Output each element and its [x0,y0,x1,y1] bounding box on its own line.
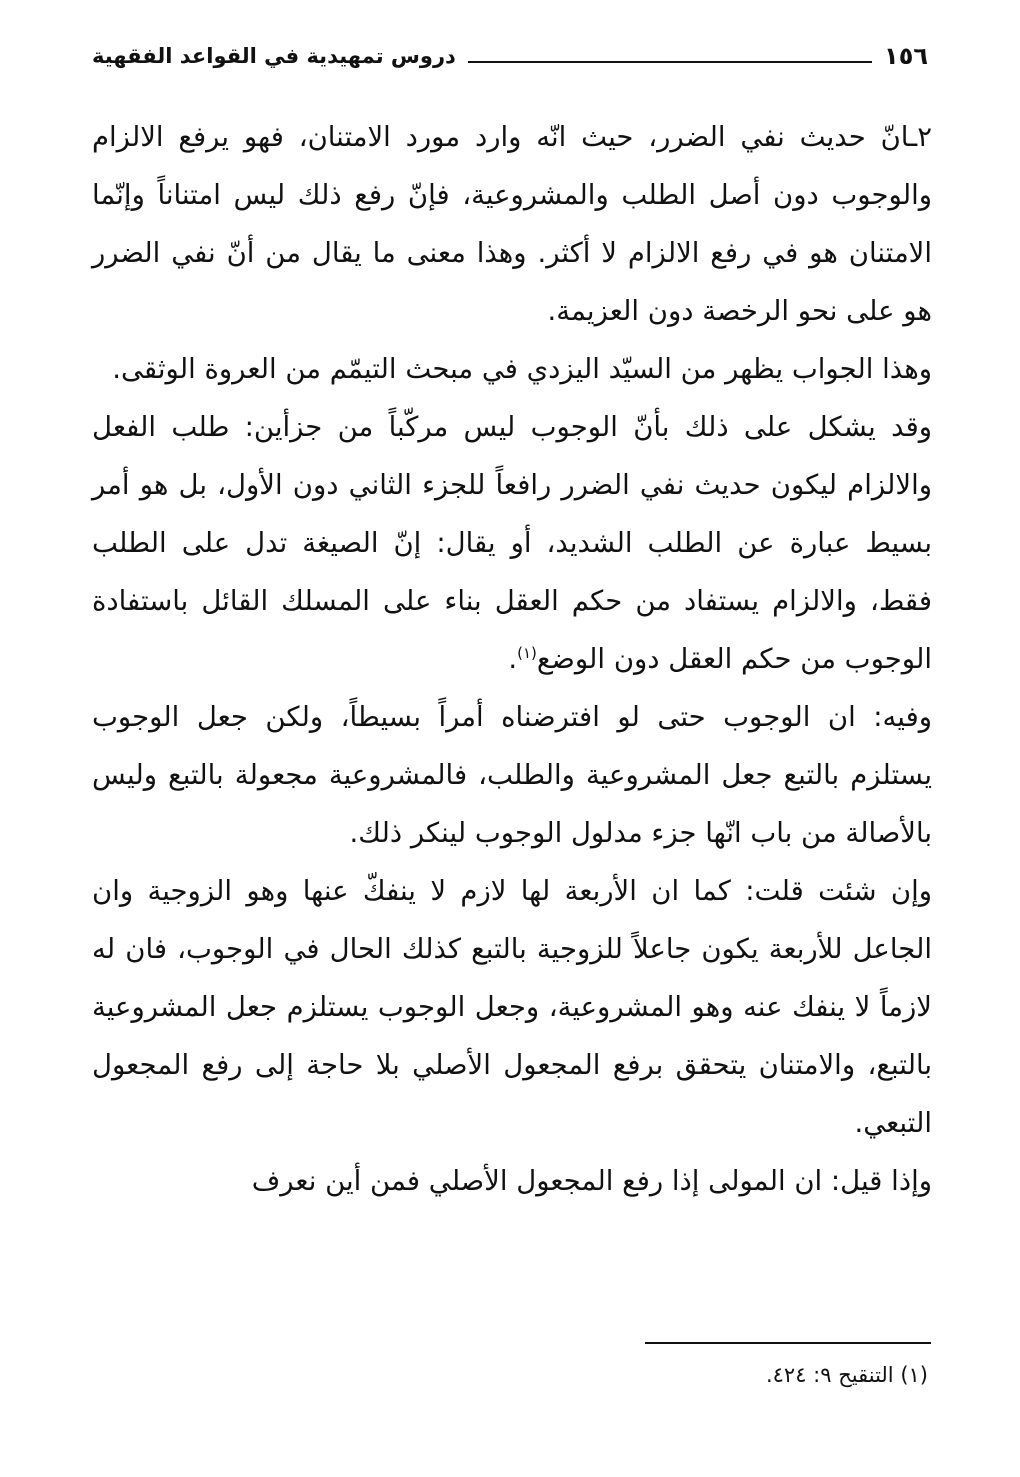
paragraph: وفيه: ان الوجوب حتى لو افترضناه أمراً بسيطاً، ولكن جعل الوجوب يستلزم بالتبع جعل المشروعية والطلب، فالمشروعية مجعولة بالتبع وليس بالأصالة من باب انّها جزء مدلول الوجوب لينكر ذلك. [92,701,932,849]
paragraph: ٢ـانّ حديث نفي الضرر، حيث انّه وارد مورد الامتنان، فهو يرفع الالزام والوجوب دون أصل الطلب والمشروعية، فإنّ رفع ذلك ليس امتناناً وإنّما الامتنان هو في رفع الالزام لا أكثر. وهذا معنى ما يقال من أنّ نفي الضرر هو على نحو الرخصة دون العزيمة. [92,121,932,327]
page-header [92,38,928,74]
paragraph: وإن شئت قلت: كما ان الأربعة لها لازم لا ينفكّ عنها وهو الزوجية وان الجاعل للأربعة يكون جاعلاً للزوجية بالتبع كذلك الحال في الوجوب، فان له لازماً لا ينفك عنه وهو المشروعية، وجعل الوجوب يستلزم جعل المشروعية بالتبع، والامتنان يتحقق برفع المجعول الأصلي بلا حاجة إلى رفع المجعول التبعي. [92,875,932,1139]
paragraph [92,398,932,688]
page-number: ١٥٦ [884,42,928,70]
footnote-reference[interactable]: (١) [517,643,537,662]
paragraph: وإذا قيل: ان المولى إذا رفع المجعول الأصلي فمن أين نعرف [251,1165,932,1197]
running-title: دروس تمهيدية في القواعد الفقهية [92,44,456,68]
header-rule [468,61,872,63]
paragraph-end-punctuation: . [508,643,518,675]
footnote: (١) التنقيح ٩: ٤٢٤. [765,1363,928,1387]
footnote-separator [645,1342,931,1344]
body-text [92,108,932,1210]
paragraph: وهذا الجواب يظهر من السيّد اليزدي في مبحث التيمّم من العروة الوثقى. [112,353,932,385]
paragraph-text: وقد يشكل على ذلك بأنّ الوجوب ليس مركّباً من جزأين: طلب الفعل والالزام ليكون حديث نفي الضرر رافعاً للجزء الثاني دون الأول، بل هو أمر بسيط عبارة عن الطلب الشديد، أو يقال: إنّ الصيغة تدل على الطلب فقط، والالزام يستفاد من حكم العقل بناء على المسلك القائل باستفادة الوجوب من حكم العقل دون الوضع [92,411,932,675]
